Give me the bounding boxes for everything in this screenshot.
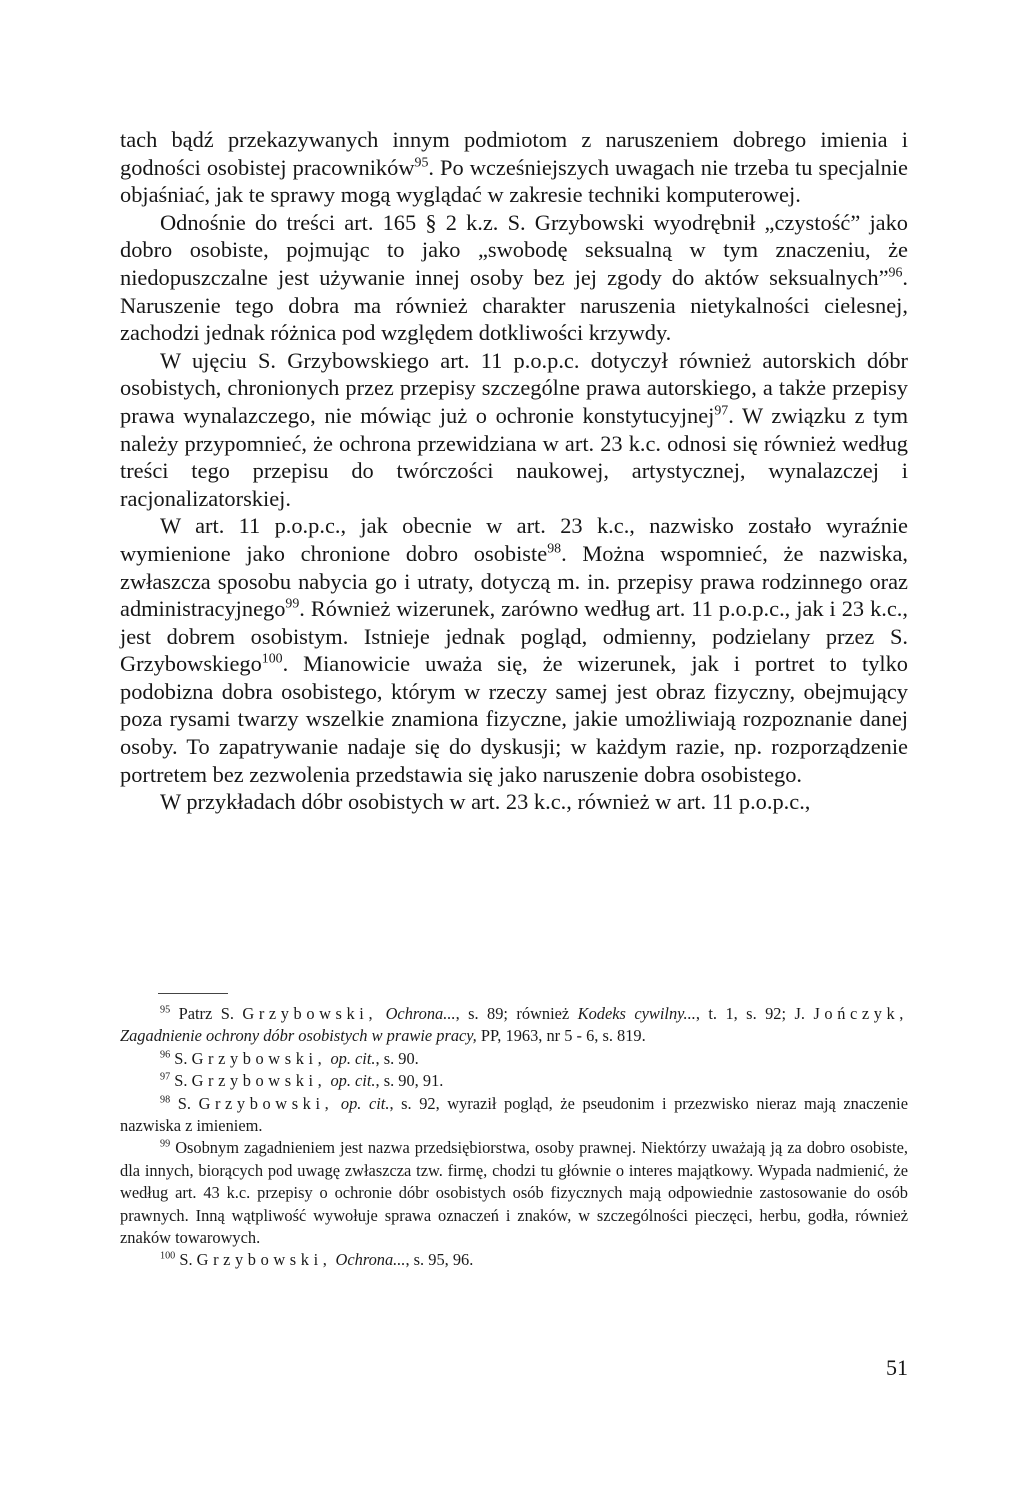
footnote: $^{99}$ Osobnym zagadnieniem jest nazwa przedsiębiorstwa, osoby prawnej. Niektórzy uważają ją za dobro osobiste, dla innych, biorących pod uwagę zwłaszcza tzw. firmę, chodzi tu głównie o interes majątkowy. Wypada nadmienić, że według art. 43 k.c. przepisy o ochronie dóbr osobistych osób fizycznych mają odpowiednie zastosowanie do osób prawnych. Inną wątpliwość wywołuje sprawa oznaczeń i znaków, w szczególności pieczęci, herbu, godła, również znaków towarowych.	[120, 1138, 908, 1248]
footnotes	[120, 1003, 908, 1272]
paragraph: tach bądź przekazywanych innym podmiotom z naruszeniem dobrego imienia i godności osobistej pracowników$^{95}$. Po wcześniejszych uwagach nie trzeba tu specjalnie objaśniać, jak te sprawy mogą wyglądać w zakresie techniki komputerowej.	[120, 127, 908, 208]
footnote-ref[interactable]: 99	[285, 596, 300, 612]
footnote: $^{98}$ S. Grzybowski, op. cit., s. 92, wyraził pogląd, że pseudonim i przezwisko nieraz mają znaczenie nazwiska z imieniem.	[120, 1093, 908, 1136]
footnote-ref[interactable]: 95	[414, 155, 429, 171]
footnote: $^{100}$ S. Grzybowski, Ochrona..., s. 95, 96.	[160, 1250, 474, 1270]
page-number: 51	[886, 1355, 908, 1380]
footnote: $^{97}$ S. Grzybowski, op. cit., s. 90, 91.	[160, 1071, 444, 1091]
footnote: $^{96}$ S. Grzybowski, op. cit., s. 90.	[160, 1048, 419, 1068]
paragraph: W art. 11 p.o.p.c., jak obecnie w art. 23 k.c., nazwisko zostało wyraźnie wymienione jako chronione dobro osobiste$^{98}$. Można wspomnieć, że nazwiska, zwłaszcza sposobu nabycia go i utraty, dotyczą m. in. przepisy prawa rodzinnego oraz administracyjnego$^{99}$. Również wizerunek, zarówno według art. 11 p.o.p.c., jak i 23 k.c., jest dobrem osobistym. Istnieje jednak pogląd, odmienny, podzielany przez S. Grzybowskiego$^{100}$. Mianowicie uważa się, że wizerunek, jak i portret to tylko podobizna dobra osobistego, którym w rzeczy samej jest obraz fizyczny, obejmujący poza rysami twarzy wszelkie znamiona fizyczne, jakie umożliwiają rozpoznanie danej osoby. To zapatrywanie nadaje się do dyskusji; w każdym razie, np. rozporządzenie portretem bez zezwolenia przedstawia się jako naruszenie dobra osobistego.	[120, 513, 908, 787]
footnote-ref[interactable]: 96	[888, 265, 903, 281]
footnote-ref[interactable]: 98	[547, 541, 562, 557]
footnote: $^{95}$ Patrz S. Grzybowski, Ochrona..., s. 89; również Kodeks cywilny..., t. 1, s. 92; J. Jończyk, Zagadnienie ochrony dóbr osobistych w prawie pracy, PP, 1963, nr 5 - 6, s. 819.	[120, 1004, 908, 1046]
paragraph: Odnośnie do treści art. 165 § 2 k.z. S. Grzybowski wyodrębnił „czystość” jako dobro osobiste, pojmując to jako „swobodę seksualną w tym znaczeniu, że niedopuszczalne jest używanie innej osoby bez jej zgody do aktów seksualnych”$^{96}$. Naruszenie tego dobra ma również charakter naruszenia nietykalności cielesnej, zachodzi jednak różnica pod względem dotkliwości krzywdy.	[120, 209, 908, 346]
paragraph: W przykładach dóbr osobistych w art. 23 k.c., również w art. 11 p.o.p.c.,	[160, 789, 811, 815]
main-text	[120, 126, 908, 816]
footnote-ref[interactable]: 97	[714, 403, 729, 419]
paragraph: W ujęciu S. Grzybowskiego art. 11 p.o.p.c. dotyczył również autorskich dóbr osobistych, chronionych przez przepisy szczególne prawa autorskiego, a także przepisy prawa wynalazczego, nie mówiąc już o ochronie konstytucyjnej$^{97}$. W związku z tym należy przypomnieć, że ochrona przewidziana w art. 23 k.c. odnosi się również według treści tego przepisu do twórczości naukowej, artystycznej, wynalazczej i racjonalizatorskiej.	[120, 347, 908, 511]
footnote-separator	[158, 993, 228, 994]
footnote-ref[interactable]: 100	[261, 651, 283, 667]
